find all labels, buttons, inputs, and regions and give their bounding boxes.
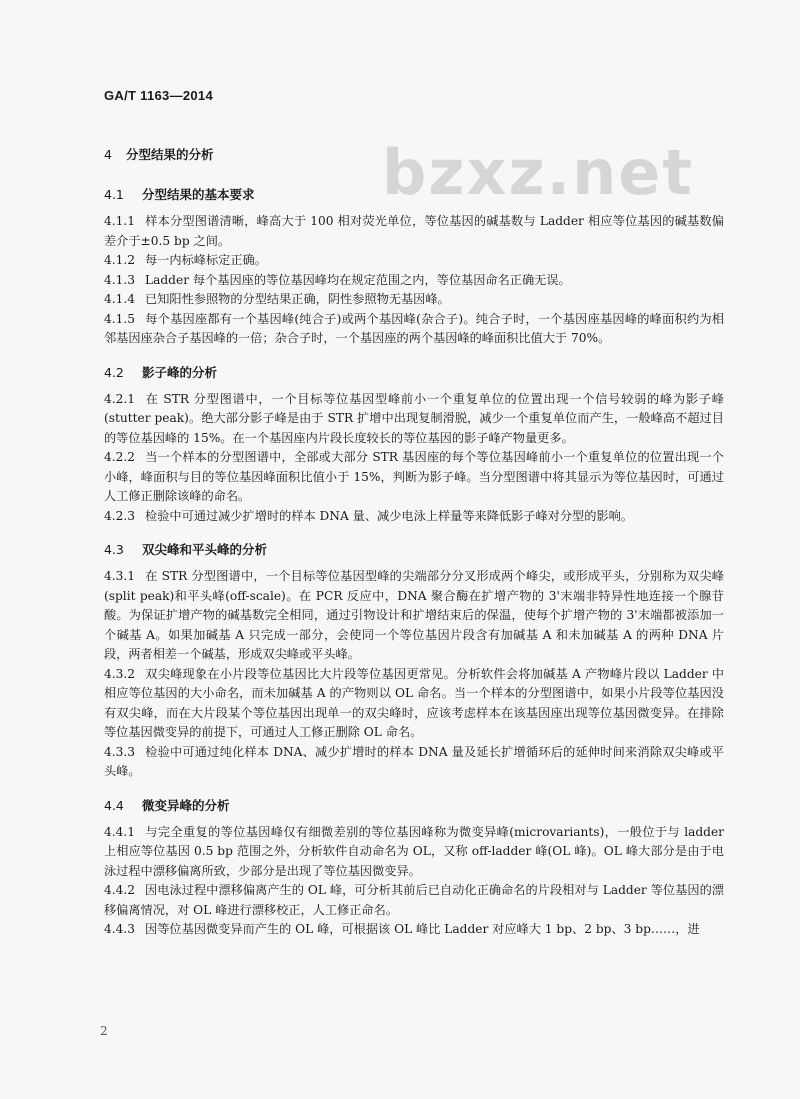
clause-text: 检验中可通过纯化样本 DNA、减少扩增时的样本 DNA 量及延长扩增循环后的延伸时间来消除双尖峰或平头峰。 [104, 744, 724, 778]
clause-paragraph [104, 823, 724, 882]
clause-paragraph [104, 390, 724, 449]
subsection-heading [104, 363, 724, 381]
clause-number: 4.3.3 [104, 744, 136, 759]
clause-paragraph [104, 251, 724, 271]
clause-paragraph [104, 920, 724, 940]
clause-number: 4.1.3 [104, 272, 136, 287]
clause-paragraph [104, 507, 724, 527]
section-number: 4 [104, 147, 112, 162]
subsection-number: 4.2 [104, 364, 124, 380]
clause-paragraph [104, 567, 724, 665]
subsection-number: 4.4 [104, 797, 124, 813]
clause-number: 4.2.3 [104, 508, 136, 523]
subsection-number: 4.3 [104, 542, 124, 557]
clause-paragraph [104, 881, 724, 920]
clause-text: 检验中可通过减少扩增时的样本 DNA 量、减少电泳上样量等来降低影子峰对分型的影响。 [145, 508, 633, 523]
subsection-number: 4.1 [104, 187, 124, 202]
section-title: 分型结果的分析 [126, 147, 214, 162]
clause-number: 4.1.2 [104, 253, 136, 267]
standard-code: GA/T 1163—2014 [104, 88, 213, 103]
clause-number: 4.1.4 [104, 292, 136, 306]
subsection-heading [104, 185, 724, 203]
clause-number: 4.4.1 [104, 824, 136, 839]
clause-number: 4.2.2 [104, 450, 136, 464]
subsection-title: 微变异峰的分析 [142, 797, 230, 813]
subsection-heading [104, 796, 724, 814]
clause-text: 在 STR 分型图谱中，一个目标等位基因型峰前小一个重复单位的位置出现一个信号较弱的峰为影子峰(stutter peak)。绝大部分影子峰是由于 STR 扩增中出现复制滑脱，减少一个重复单位而产生，一般峰高不超过目的等位基因峰的 15%。在一个基因座内片段长度较长的等位基因的影子峰产物量更多。 [104, 391, 724, 445]
clause-paragraph [104, 743, 724, 782]
watermark: bzxz.net [382, 136, 694, 209]
clause-number: 4.3.2 [104, 666, 136, 681]
clause-text: 因等位基因微变异而产生的 OL 峰，可根据该 OL 峰比 Ladder 对应峰大 1 bp、2 bp、3 bp……，进 [145, 922, 700, 936]
clause-text: 样本分型图谱清晰，峰高大于 100 相对荧光单位，等位基因的碱基数与 Ladder 相应等位基因的碱基数偏差介于±0.5 bp 之间。 [104, 214, 724, 248]
clause-text: 当一个样本的分型图谱中，全部或大部分 STR 基因座的每个等位基因峰前小一个重复单位的位置出现一个小峰，峰面积与目的等位基因峰面积比值小于 15%，判断为影子峰。当分型图谱中将其显示为等位基因时，可通过人工修正删除该峰的命名。 [104, 450, 724, 503]
subsection-title: 双尖峰和平头峰的分析 [142, 542, 268, 557]
clause-text: 在 STR 分型图谱中，一个目标等位基因型峰的尖端部分分叉形成两个峰尖，或形成平头，分别称为双尖峰(split peak)和平头峰(off-scale)。在 PCR 反应中，DNA 聚合酶在扩增产物的 3'末端非特异性地连接一个腺苷酸。为保证扩增产物的碱基数完全相同，通过引物设计和扩增结束后的保温，使每个扩增产物的 3'末端都被添加一个碱基 A。如果加碱基 A 只完成一部分，会使同一个等位基因片段含有加碱基 A 和未加碱基 A 的两种 DNA 片段，两者相差一个碱基，形成双尖峰或平头峰。 [104, 569, 724, 661]
section-heading [104, 145, 724, 163]
clause-number: 4.3.1 [104, 569, 136, 583]
clause-paragraph [104, 271, 724, 291]
clause-text: 因电泳过程中漂移偏离产生的 OL 峰，可分析其前后已自动化正确命名的片段相对与 Ladder 等位基因的漂移偏离情况，对 OL 峰进行漂移校正，人工修正命名。 [104, 883, 724, 917]
clause-number: 4.2.1 [104, 391, 136, 406]
document-body [104, 140, 724, 940]
page-number: 2 [100, 1024, 108, 1038]
clause-text: 与完全重复的等位基因峰仅有细微差别的等位基因峰称为微变异峰(microvariants)，一般位于与 ladder 上相应等位基因 0.5 bp 范围之外，分析软件自动命名为 OL，又称 off-ladder 峰(OL 峰)。OL 峰大部分是由于电泳过程中漂移偏离所致，少部分是出现了等位基因微变异。 [104, 824, 724, 878]
clause-number: 4.1.5 [104, 311, 136, 326]
clause-text: 每个基因座都有一个基因峰(纯合子)或两个基因峰(杂合子)。纯合子时，一个基因座基因峰的峰面积约为相邻基因座杂合子基因峰的一倍；杂合子时，一个基因座的两个基因峰的峰面积比值大于 70%。 [104, 311, 724, 345]
subsection-title: 分型结果的基本要求 [142, 187, 255, 202]
clause-number: 4.4.3 [104, 922, 136, 936]
subsection-heading [104, 540, 724, 558]
clause-paragraph [104, 448, 724, 507]
subsection-title: 影子峰的分析 [142, 364, 218, 380]
clause-number: 4.1.1 [104, 214, 136, 228]
clause-text: Ladder 每个基因座的等位基因峰均在规定范围之内，等位基因命名正确无误。 [145, 272, 571, 287]
clause-paragraph [104, 310, 724, 349]
clause-text: 已知阳性参照物的分型结果正确，阴性参照物无基因峰。 [145, 292, 450, 306]
clause-number: 4.4.2 [104, 883, 136, 897]
clause-paragraph [104, 665, 724, 743]
clause-text: 双尖峰现象在小片段等位基因比大片段等位基因更常见。分析软件会将加碱基 A 产物峰片段以 Ladder 中相应等位基因的大小命名，而未加碱基 A 的产物则以 OL 命名。当一个样本的分型图谱中，如果小片段等位基因没有双尖峰，而在大片段某个等位基因出现单一的双尖峰时，应该考虑样本在该基因座出现等位基因微变异。在排除等位基因微变异的前提下，可通过人工修正删除 OL 命名。 [104, 666, 724, 739]
clause-paragraph [104, 212, 724, 251]
clause-text: 每一内标峰标定正确。 [145, 253, 267, 267]
clause-paragraph [104, 290, 724, 310]
